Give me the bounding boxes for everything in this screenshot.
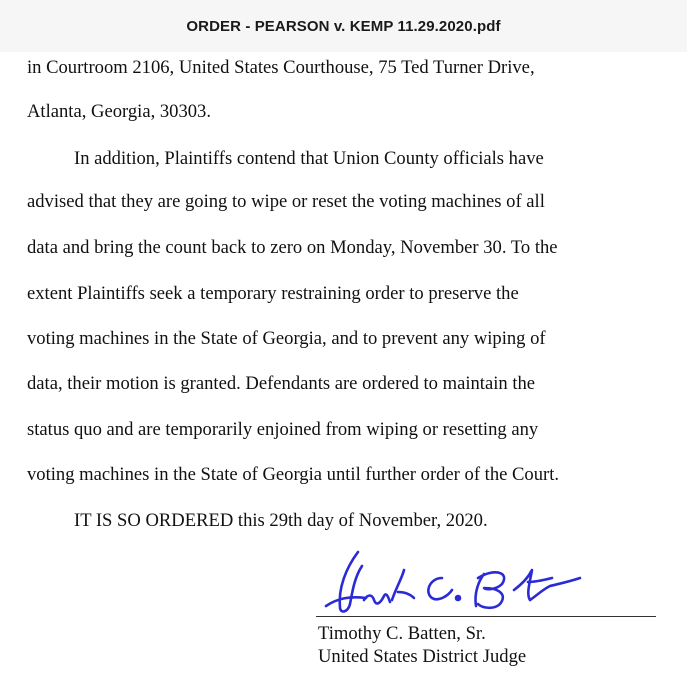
document-title-bar — [0, 0, 687, 52]
handwritten-signature — [318, 548, 618, 618]
body-line-1: in Courtroom 2106, United States Courthouse, 75 Ted Turner Drive, — [27, 57, 535, 78]
judge-title: United States District Judge — [318, 646, 527, 667]
body-line-2: Atlanta, Georgia, 30303. — [27, 101, 212, 122]
judge-name: Timothy C. Batten, Sr. — [318, 623, 486, 644]
body-line-5: data and bring the count back to zero on Monday, November 30. To the — [27, 237, 558, 258]
body-line-8: data, their motion is granted. Defendants are ordered to maintain the — [27, 373, 536, 394]
signature-line — [316, 616, 656, 617]
document-page — [0, 52, 687, 700]
body-line-9: status quo and are temporarily enjoined from wiping or resetting any — [27, 419, 539, 440]
body-line-7: voting machines in the State of Georgia, and to prevent any wiping of — [27, 328, 546, 349]
paragraph-first-line: In addition, Plaintiffs contend that Union County officials have — [74, 148, 544, 169]
body-line-10: voting machines in the State of Georgia until further order of the Court. — [27, 464, 560, 485]
body-line-4: advised that they are going to wipe or reset the voting machines of all — [27, 191, 545, 212]
document-title: ORDER - PEARSON v. KEMP 11.29.2020.pdf — [186, 17, 501, 35]
order-line: IT IS SO ORDERED this 29th day of November, 2020. — [74, 510, 488, 531]
body-line-6: extent Plaintiffs seek a temporary restraining order to preserve the — [27, 283, 519, 304]
